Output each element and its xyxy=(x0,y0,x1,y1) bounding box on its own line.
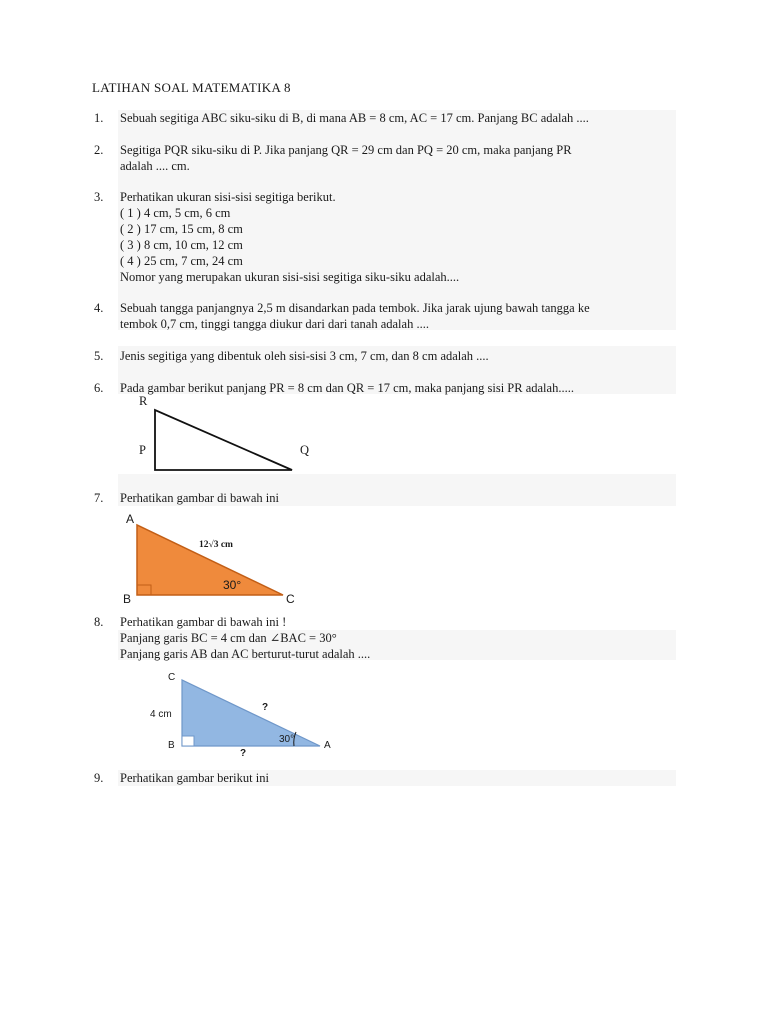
question-number: 8. xyxy=(94,615,104,629)
option-item: ( 1 ) 4 cm, 5 cm, 6 cm xyxy=(120,206,231,220)
question-number: 2. xyxy=(94,143,104,157)
question-text: Perhatikan ukuran sisi-sisi segitiga berikut. xyxy=(120,190,336,204)
vertex-label-p: P xyxy=(139,443,146,457)
option-item: ( 3 ) 8 cm, 10 cm, 12 cm xyxy=(120,238,243,252)
option-item: ( 2 ) 17 cm, 15 cm, 8 cm xyxy=(120,222,243,236)
question-text: Nomor yang merupakan ukuran sisi-sisi segitiga siku-siku adalah.... xyxy=(120,270,460,284)
question-text: tembok 0,7 cm, tinggi tangga diukur dari dari tanah adalah .... xyxy=(120,317,429,331)
hypotenuse-unknown: ? xyxy=(262,702,269,713)
question-number: 4. xyxy=(94,301,104,315)
question-number: 1. xyxy=(94,111,104,125)
hypotenuse-label: 12√3 cm xyxy=(199,540,233,550)
question-number: 3. xyxy=(94,190,104,204)
vertex-label-a: A xyxy=(324,740,331,751)
base-unknown: ? xyxy=(240,748,247,759)
vertex-label-a: A xyxy=(126,512,135,526)
question-text: Segitiga PQR siku-siku di P. Jika panjang QR = 29 cm dan PQ = 20 cm, maka panjang PR xyxy=(120,143,572,157)
question-text: Perhatikan gambar berikut ini xyxy=(120,771,269,785)
angle-label: 30° xyxy=(223,578,242,592)
triangle-abc-blue xyxy=(182,680,320,746)
question-text: Perhatikan gambar di bawah ini xyxy=(120,491,279,505)
vertex-label-b: B xyxy=(168,740,175,751)
vertex-label-q: Q xyxy=(300,443,310,457)
question-text: Perhatikan gambar di bawah ini ! xyxy=(120,615,287,629)
vertex-label-c: C xyxy=(168,672,176,683)
question-number: 7. xyxy=(94,491,104,505)
angle-label: 30° xyxy=(279,734,295,745)
question-text: Panjang garis BC = 4 cm dan ∠BAC = 30° xyxy=(120,631,337,645)
right-angle-marker xyxy=(182,736,194,746)
question-text: adalah .... cm. xyxy=(120,159,190,173)
question-text: Pada gambar berikut panjang PR = 8 cm dan QR = 17 cm, maka panjang sisi PR adalah..... xyxy=(120,381,574,395)
option-item: ( 4 ) 25 cm, 7 cm, 24 cm xyxy=(120,254,243,268)
question-number: 9. xyxy=(94,771,104,785)
vertex-label-r: R xyxy=(139,394,148,408)
vertex-label-c: C xyxy=(286,592,295,606)
question-text: Panjang garis AB dan AC berturut-turut adalah .... xyxy=(120,647,371,661)
question-number: 6. xyxy=(94,381,104,395)
question-text: Jenis segitiga yang dibentuk oleh sisi-sisi 3 cm, 7 cm, dan 8 cm adalah .... xyxy=(120,349,489,363)
vertex-label-b: B xyxy=(123,592,132,606)
question-text: Sebuah tangga panjangnya 2,5 m disandarkan pada tembok. Jika jarak ujung bawah tangga ke xyxy=(120,301,590,315)
side-bc-label: 4 cm xyxy=(150,709,172,720)
question-number: 5. xyxy=(94,349,104,363)
question-text: Sebuah segitiga ABC siku-siku di B, di mana AB = 8 cm, AC = 17 cm. Panjang BC adalah .... xyxy=(120,111,589,125)
page-title: LATIHAN SOAL MATEMATIKA 8 xyxy=(92,80,291,95)
